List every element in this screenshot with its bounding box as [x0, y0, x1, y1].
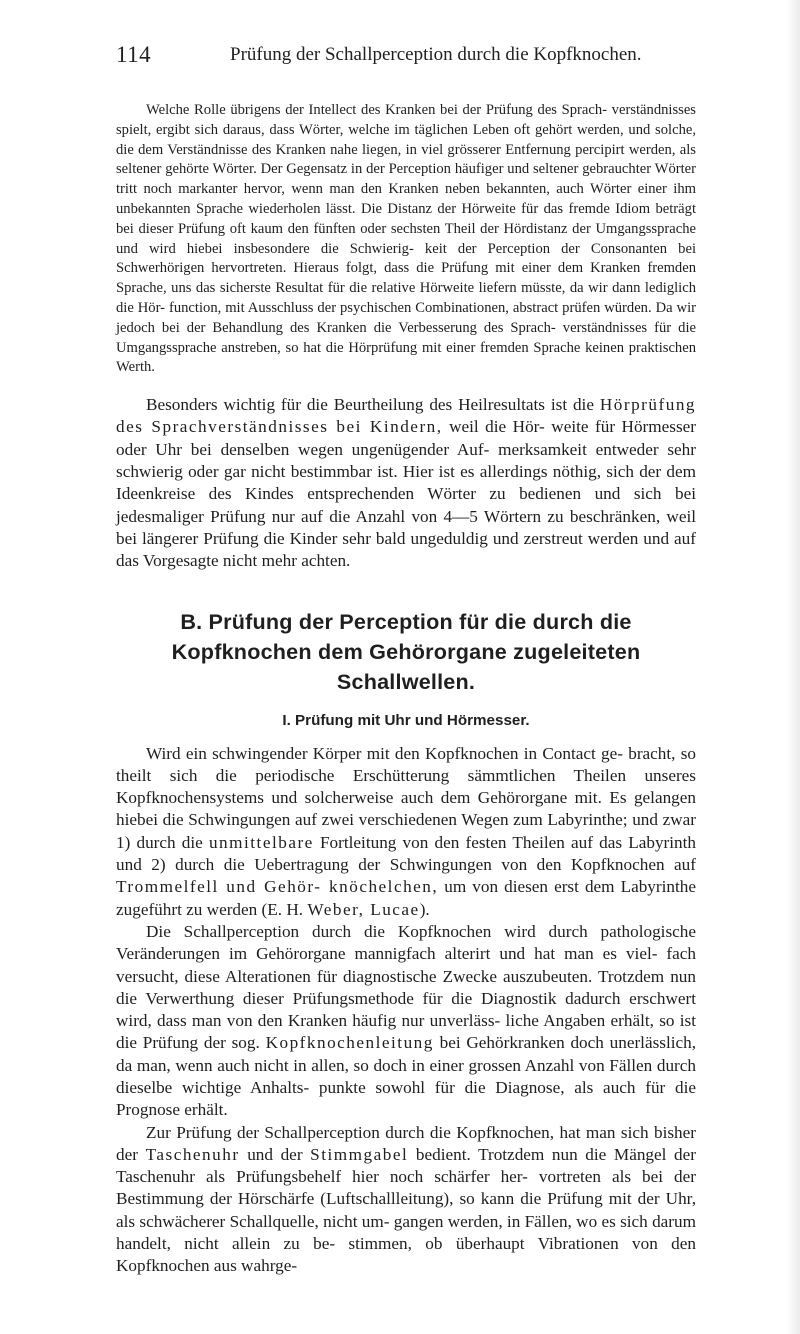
- body-text: [116, 101, 696, 1278]
- paragraph-text: Die Schallperception durch die Kopfknochen wird durch pathologische Veränderungen im Gehörorgane mannigfach alterirt und hat man es viel- fach versucht, diese Alterationen für diagnostische Zwecke auszubeuten. Trotzdem nun die Verwerthung dieser Prüfungsmethode für die Diagnostik dadurch erschwert wird, dass man von den Kranken häufig nur unverläss- liche Angaben erhält, so ist die Prüfung der sog.: [116, 921, 696, 1053]
- paragraph-text: ).: [419, 899, 430, 919]
- paragraph-bone-conduction: [116, 743, 696, 921]
- paragraph-text: Zur Prüfung der Schallperception durch die Kopfknochen, hat man sich bisher der: [116, 1122, 696, 1164]
- emphasized-authors: Weber, Lucae: [307, 899, 420, 919]
- paragraph-text: und der: [247, 1144, 303, 1164]
- paragraph-text: Besonders wichtig für die Beurtheilung des Heilresultats ist die: [146, 395, 594, 415]
- paragraph-text: bedient. Trotzdem nun die Mängel der Taschenuhr als Prüfungsbehelf hier noch schärfer her- vortreten als bei der Bestimmung der Hörschärfe (Luftschallleitung), so kann die Prüfung mit der Uhr, als schwächerer Schallquelle, nicht um- gangen werden, in Fällen, wo es sich darum handelt, nicht allein zu be- stimmen, ob überhaupt Vibrationen von den Kopfknochen aus wahrge-: [116, 1144, 697, 1276]
- emphasized-term: Hörprüfung des Sprachverständnisses bei Kindern,: [116, 395, 697, 437]
- running-head: Prüfung der Schallperception durch die Kopfknochen.: [230, 44, 642, 65]
- paragraph-pathology: [116, 921, 696, 1122]
- paragraph-text: bei Gehörkranken doch unerlässlich, da man, wenn auch nicht in allen, so doch in einer grossen Anzahl von Fällen durch dieselbe wichtige Anhalts- punkte sowohl für die Diagnose, als auch für die Prognose erhält.: [116, 1033, 697, 1120]
- emphasized-term: Stimmgabel: [310, 1144, 409, 1164]
- page-edge-shadow: [786, 0, 800, 1334]
- paragraph-text: weil die Hör- weite für Hörmesser oder Uhr bei denselben wegen ungenügender Auf- merksamkeit entweder sehr schwierig oder gar nicht bestimmbar ist. Hier ist es allerdings nöthig, sich der dem Ideenkreise des Kindes entsprechenden Wörter zu bedienen und sich bei jedesmaliger Prüfung nur auf die Anzahl von 4—5 Wörtern zu beschränken, weil bei längerer Prüfung die Kinder sehr bald ungeduldig und zerstreut werden und auf das Vorgesagte nicht mehr achten.: [116, 417, 697, 571]
- emphasized-term: Kopfknochenleitung: [265, 1033, 434, 1053]
- paragraph-watch-tuning-fork: [116, 1122, 696, 1278]
- section-title: B. Prüfung der Perception für die durch die Kopfknochen dem Gehörorgane zugeleiteten Schallwellen.: [171, 608, 641, 694]
- page-header: [116, 42, 696, 72]
- emphasized-term: Trommelfell und Gehör- knöchelchen,: [116, 877, 439, 897]
- paragraph-children-hearing: [116, 394, 696, 572]
- page-number: 114: [116, 42, 152, 67]
- emphasized-term: unmittelbare: [208, 832, 314, 852]
- paragraph-text: um von diesen erst dem Labyrinthe zugeführt zu werden (E. H.: [116, 877, 696, 919]
- subsection-title: I. Prüfung mit Uhr und Hörmesser.: [282, 711, 530, 729]
- paragraph-text: Fortleitung von den festen Theilen auf das Labyrinth und 2) durch die Uebertragung der Schwingungen von den Kopfknochen auf: [116, 832, 697, 875]
- emphasized-term: Taschenuhr: [145, 1144, 240, 1164]
- paragraph-intellect: Welche Rolle übrigens der Intellect des Kranken bei der Prüfung des Sprach- verständnisses spielt, ergibt sich daraus, dass Wörter, welche im täglichen Leben oft gehört werden, und solche, die dem Verständnisse des Kranken nahe liegen, in viel grösserer Entfernung percipirt werden, als seltener gehörte Wörter. Der Gegensatz in der Perception häufiger und seltener gebrauchter Wörter tritt noch markanter hervor, wenn man den Kranken neben bekannten, auch Wörter einer ihm unbekannten Sprache wiederholen lässt. Die Distanz der Hörweite für das fremde Idiom beträgt bei dieser Prüfung oft kaum den fünften oder sechsten Theil der Hördistanz der Umgangssprache und wird hiebei insbesondere die Schwierig- keit der Perception der Consonanten bei Schwerhörigen hervortreten. Hieraus folgt, dass die Prüfung mit einer dem Kranken fremden Sprache, uns das sicherste Resultat für die relative Hörweite liefern müsste, da wir dann lediglich die Hör- function, mit Ausschluss der psychischen Combinationen, abstract prüfen würden. Da wir jedoch bei der Behandlung des Kranken die Verbesserung des Sprach- verständnisses für die Umgangssprache anstreben, so hat die Hörprüfung mit einer fremden Sprache keinen praktischen Werth.: [116, 102, 696, 376]
- paragraph-text: Wird ein schwingender Körper mit den Kopfknochen in Contact ge- bracht, so theilt sich die periodische Erschütterung sämmtlichen Theilen unseres Kopfknochensystems und solcherweise auch dem Gehörorgane mit. Es gelangen hiebei die Schwingungen auf zwei verschiedenen Wegen zum Labyrinthe; und zwar 1) durch die: [116, 743, 696, 852]
